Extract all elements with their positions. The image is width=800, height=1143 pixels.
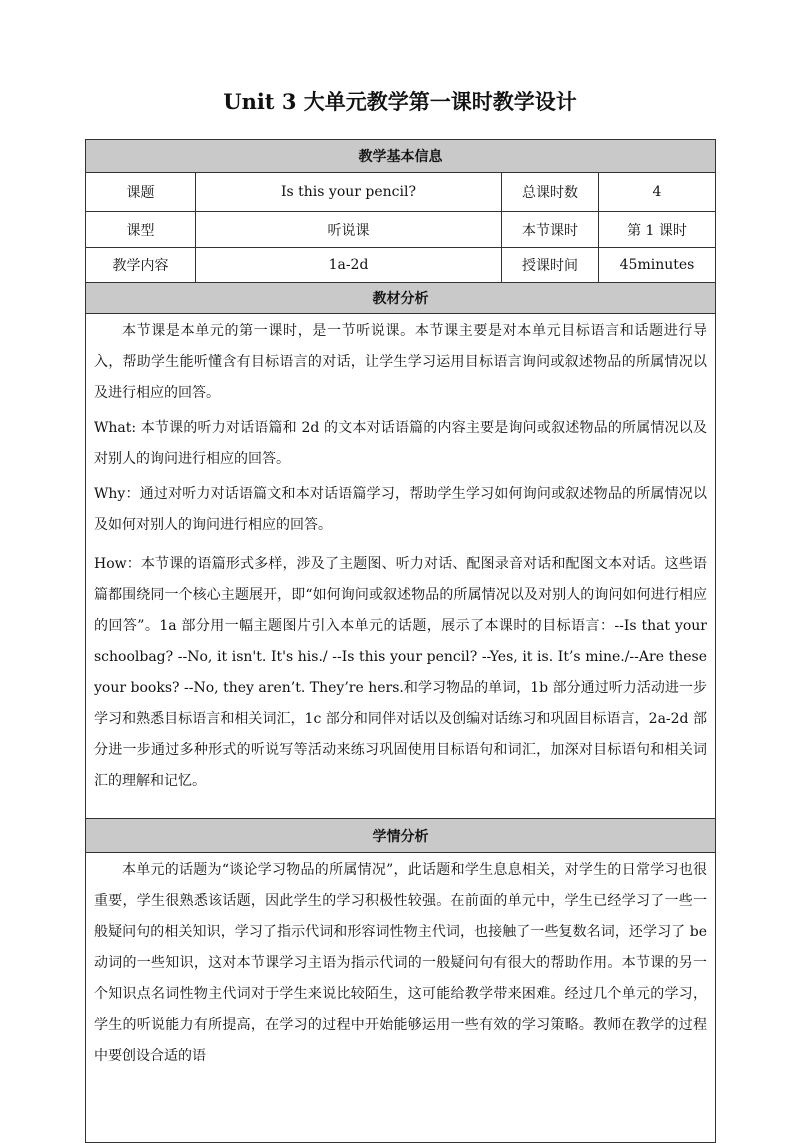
label-teaching-content: 教学内容	[86, 248, 196, 283]
material-analysis-body	[86, 314, 716, 819]
learner-analysis-body	[86, 853, 716, 1143]
label-class-time: 授课时间	[502, 248, 599, 283]
table-row	[86, 212, 716, 248]
value-lesson-type: 听说课	[196, 212, 502, 248]
section-header-material-analysis: 教材分析	[86, 283, 716, 314]
material-paragraph-why: Why：通过对听力对话语篇文和本对话语篇学习，帮助学生学习如何询问或叙述物品的所属情况以及如何对别人的询问进行相应的回答。	[94, 486, 707, 533]
label-total-periods: 总课时数	[502, 173, 599, 212]
material-paragraph-intro: 本节课是本单元的第一课时，是一节听说课。本节课主要是对本单元目标语言和话题进行导入，帮助学生能听懂含有目标语言的对话，让学生学习运用目标语言询问或叙述物品的所属情况以及进行相应的回答。	[94, 323, 707, 401]
section-header-learner-analysis: 学情分析	[86, 819, 716, 853]
label-current-period: 本节课时	[502, 212, 599, 248]
value-total-periods: 4	[599, 173, 716, 212]
learner-paragraph: 本单元的话题为“谈论学习物品的所属情况”，此话题和学生息息相关，对学生的日常学习也很重要，学生很熟悉该话题，因此学生的学习积极性较强。在前面的单元中，学生已经学习了一些一般疑问句的相关知识，学习了指示代词和形容词性物主代词，也接触了一些复数名词，还学习了 be 动词的一些知识，这对本节课学习主语为指示代词的一般疑问句有很大的帮助作用。本节课的另一个知识点名词性物主代词对于学生来说比较陌生，这可能给教学带来困难。经过几个单元的学习，学生的听说能力有所提高，在学习的过程中开始能够运用一些有效的学习策略。教师在教学的过程中要创设合适的语	[94, 862, 707, 1064]
table-row	[86, 248, 716, 283]
lesson-plan-table	[85, 139, 716, 1143]
table-row	[86, 173, 716, 212]
document-title: Unit 3 大单元教学第一课时教学设计	[223, 89, 577, 114]
label-lesson-type: 课型	[86, 212, 196, 248]
value-class-time: 45minutes	[599, 248, 716, 283]
material-paragraph-what: What: 本节课的听力对话语篇和 2d 的文本对话语篇的内容主要是询问或叙述物品的所属情况以及对别人的询问进行相应的回答。	[94, 420, 707, 467]
material-paragraph-how: How：本节课的语篇形式多样，涉及了主题图、听力对话、配图录音对话和配图文本对话。这些语篇都围绕同一个核心主题展开，即“如何询问或叙述物品的所属情况以及对别人的询问如何进行相应的回答”。1a 部分用一幅主题图片引入本单元的话题，展示了本课时的目标语言：--Is that your schoolbag? --No, it isn't. It's his./ --Is this your pencil? --Yes, it is. It’s mine./--Are these your books? --No, they aren’t. They’re hers.和学习物品的单词，1b 部分通过听力活动进一步学习和熟悉目标语言和相关词汇，1c 部分和同伴对话以及创编对话练习和巩固目标语言，2a-2d 部分进一步通过多种形式的听说写等活动来练习巩固使用目标语句和词汇，加深对目标语句和相关词汇的理解和记忆。	[94, 556, 707, 789]
section-header-basic-info: 教学基本信息	[86, 140, 716, 173]
value-teaching-content: 1a-2d	[196, 248, 502, 283]
value-current-period: 第 1 课时	[599, 212, 716, 248]
label-topic: 课题	[86, 173, 196, 212]
value-topic: Is this your pencil?	[196, 173, 502, 212]
